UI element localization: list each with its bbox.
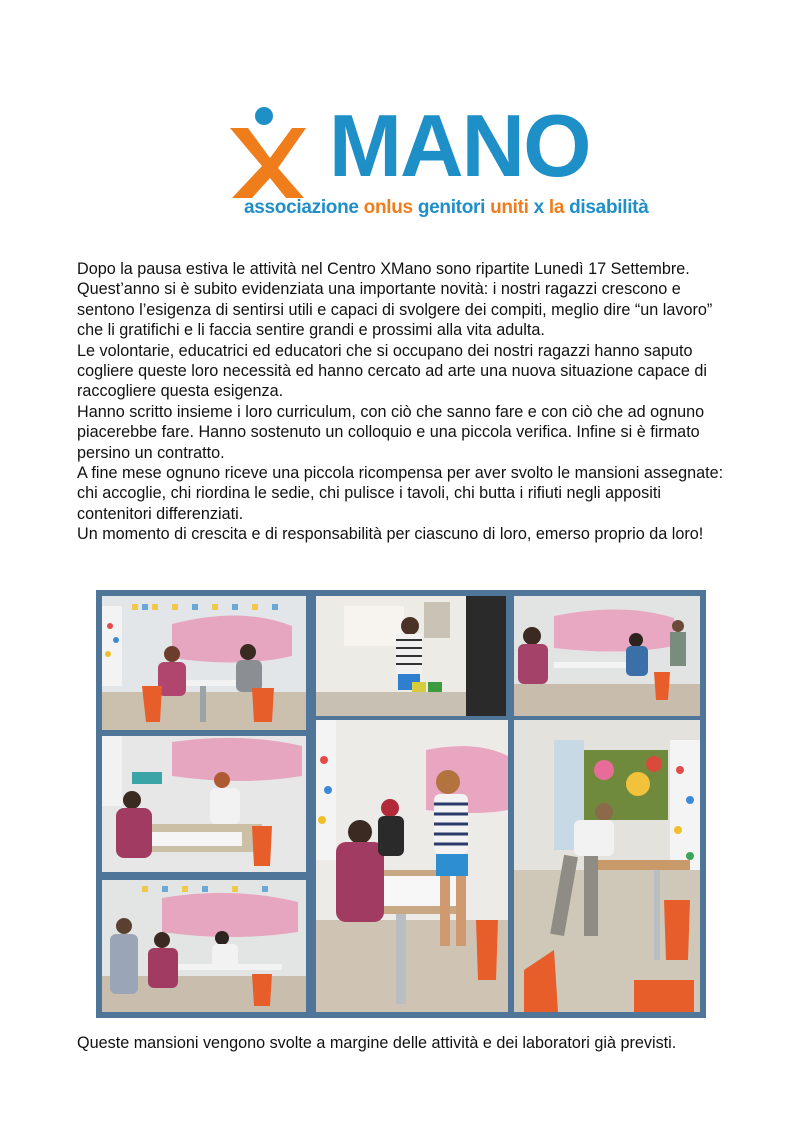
photo-cleaning-tables [514, 720, 700, 1012]
tag-part: uniti [490, 197, 534, 218]
paragraph: Un momento di crescita e di responsabilità per ciascuno di loro, emerso proprio da loro! [77, 525, 704, 544]
logo-brand-text [272, 102, 590, 190]
tag-part: la [548, 197, 570, 218]
photo-table-activity [102, 596, 306, 730]
xmano-logo [226, 96, 649, 228]
article-body [77, 259, 737, 545]
tag-part: disabilità [569, 197, 649, 218]
photo-collage [96, 590, 706, 1018]
photo-group-at-table [514, 596, 700, 716]
paragraph: Dopo la pausa estiva le attività nel Centro XMano sono ripartite Lunedì 17 Settembre. Quest’anno si è subito evidenziata una importante novità: i nostri ragazzi crescono e sentono l’esigenza di sentirsi utili e capaci di svolgere dei compiti, meglio dire “un lavoro” che li gratifichi e li faccia sentire grandi e prossimi alla vita adulta. [77, 260, 713, 340]
photo-signing-contract [316, 720, 508, 1012]
paragraph: A fine mese ognuno riceve una piccola ricompensa per aver svolto le mansioni assegnate: chi accoglie, chi riordina le sedie, chi pulisce i tavoli, chi butta i rifiuti negli appositi contenitori differenziati. [77, 464, 724, 523]
paragraph: Le volontarie, educatrici ed educatori che si occupano dei nostri ragazzi hanno saputo cogliere queste loro necessità ed hanno cercato ad arte una nuova situazione capace di raccogliere questa esigenza. [77, 341, 707, 401]
logo-tagline [244, 198, 648, 217]
tag-part: onlus [363, 197, 418, 218]
photo-table-cleanup [102, 880, 306, 1012]
paragraph: Hanno scritto insieme i loro curriculum, con ciò che sanno fare e con ciò che ad ognuno piacerebbe fare. Hanno sostenuto un colloquio e una piccola verifica. Infine si è firmato persino un contratto. [77, 402, 705, 462]
logo-wordmark: MANO [272, 102, 590, 190]
photo-handshake [102, 736, 306, 872]
tag-part: genitori [417, 197, 491, 218]
tag-part: x [533, 197, 549, 218]
closing-caption: Queste mansioni vengono svolte a margine delle attività e dei laboratori già previsti. [77, 1034, 677, 1052]
tag-part: associazione [244, 197, 364, 218]
photo-recycling-bins [316, 596, 506, 716]
